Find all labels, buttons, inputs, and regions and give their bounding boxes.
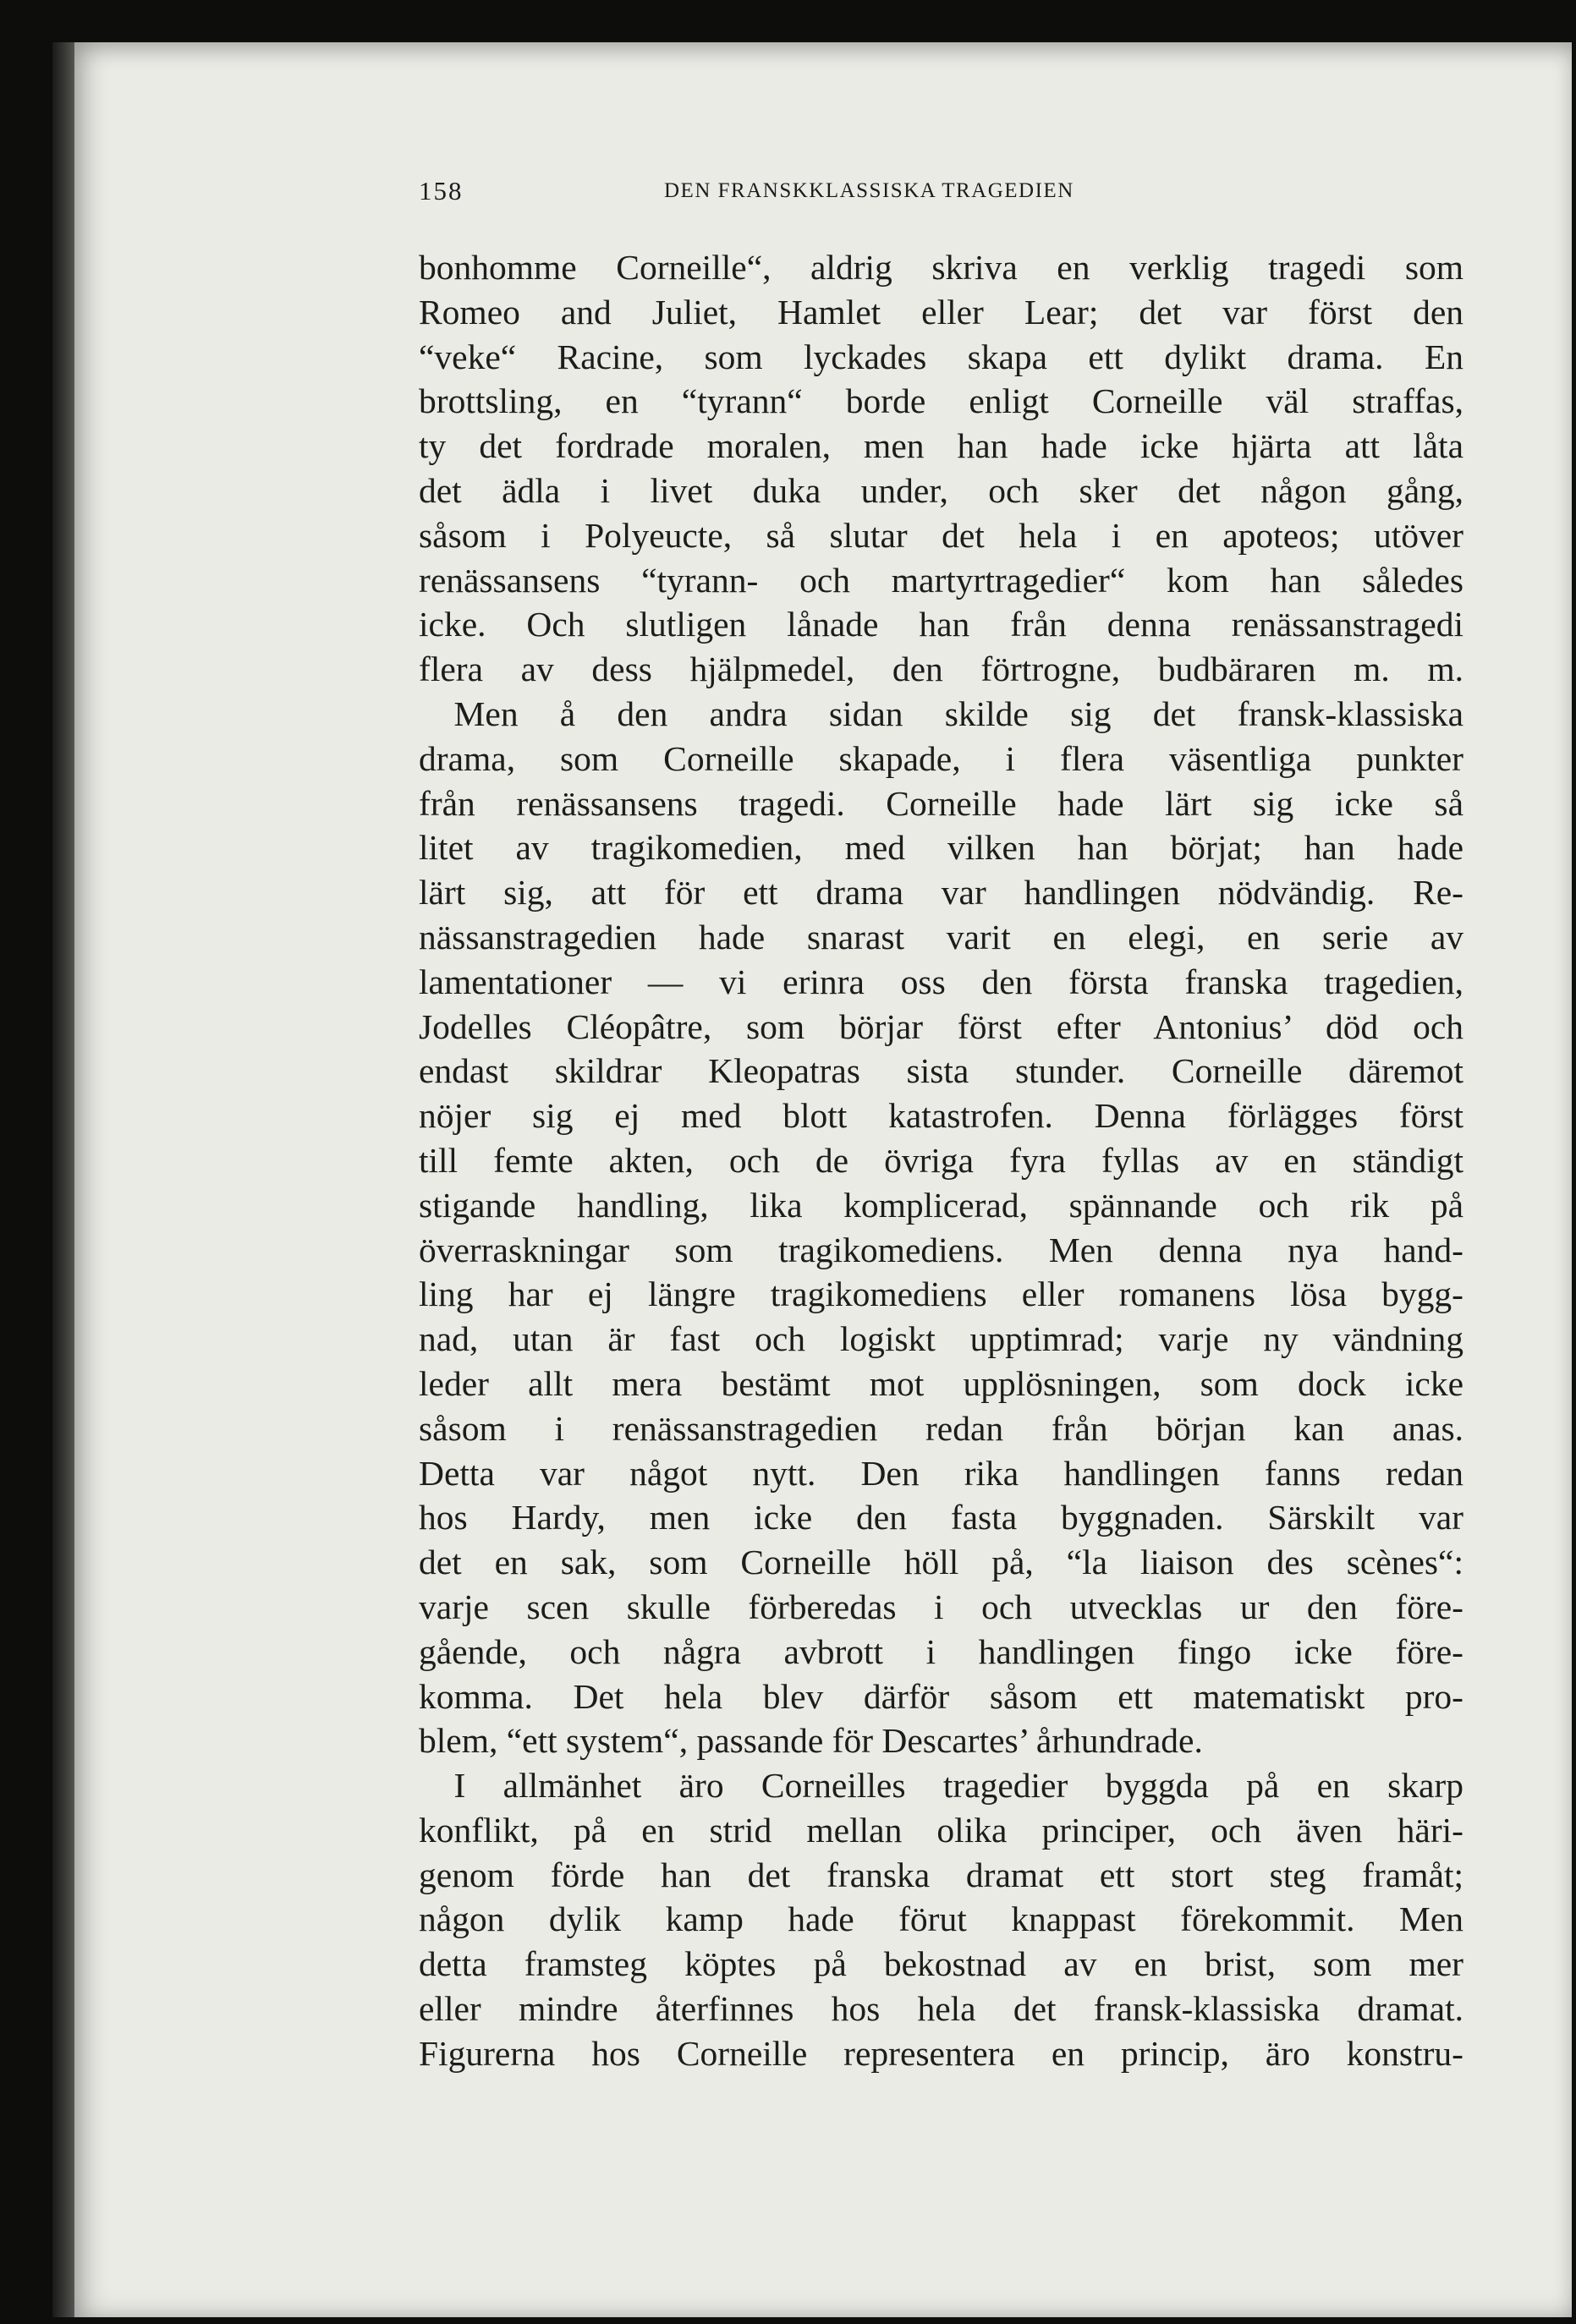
text-line: drama, som Corneille skapade, i flera väsentliga punkter [419,738,1463,778]
text-line: nässanstragedien hade snarast varit en elegi, en serie av [419,917,1463,956]
text-line: varje scen skulle förberedas i och utvecklas ur den före- [419,1587,1463,1626]
text-line: ling har ej längre tragikomediens eller romanens lösa bygg- [419,1274,1463,1314]
text-line: det ädla i livet duka under, och sker det någon gång, [419,470,1463,510]
text-line: det en sak, som Corneille höll på, “la liaison des scènes“: [419,1543,1463,1582]
text-line: endast skildrar Kleopatras sista stunder. Corneille däremot [419,1051,1463,1091]
text-line: “veke“ Racine, som lyckades skapa ett dylikt drama. En [419,337,1463,376]
text-line: brottsling, en “tyrann“ borde enligt Corneille väl straffas, [419,381,1463,421]
text-line: flera av dess hjälpmedel, den förtrogne, budbäraren m. m. [419,650,1463,689]
text-line: litet av tragikomedien, med vilken han börjat; han hade [419,828,1463,868]
text-line: renässansens “tyrann- och martyrtragedier“ kom han således [419,560,1463,600]
text-line: Figurerna hos Corneille representera en princip, äro konstru- [419,2033,1463,2073]
running-title: DEN FRANSKKLASSISKA TRAGEDIEN [664,179,1074,202]
text-line: överraskningar som tragikomediens. Men denna nya hand- [419,1230,1463,1269]
text-line: Romeo and Juliet, Hamlet eller Lear; det var först den [419,292,1463,332]
text-line: stigande handling, lika komplicerad, spännande och rik på [419,1185,1463,1225]
text-line: Men å den andra sidan skilde sig det fransk-klassiska [419,693,1463,733]
text-line: konflikt, på en strid mellan olika principer, och även häri- [419,1810,1463,1850]
text-line: genom förde han det franska dramat ett stort steg framåt; [419,1855,1463,1894]
text-line: komma. Det hela blev därför såsom ett matematiskt pro- [419,1676,1463,1716]
text-line: icke. Och slutligen lånade han från denna renässanstragedi [419,605,1463,644]
text-line: detta framsteg köptes på bekostnad av en brist, som mer [419,1944,1463,1984]
text-line: från renässansens tragedi. Corneille hade lärt sig icke så [419,783,1463,823]
text-line: hos Hardy, men icke den fasta byggnaden. Särskilt var [419,1498,1463,1537]
text-line: nöjer sig ej med blott katastrofen. Denna förlägges först [419,1096,1463,1136]
text-line: bonhomme Corneille“, aldrig skriva en verklig tragedi som [419,248,1463,287]
text-line: I allmänhet äro Corneilles tragedier byggda på en skarp [419,1766,1463,1806]
text-line: såsom i Polyeucte, så slutar det hela i en apoteos; utöver [419,515,1463,555]
text-line: någon dylik kamp hade förut knappast förekommit. Men [419,1899,1463,1939]
body-text [419,245,1463,2076]
text-line: eller mindre återfinnes hos hela det fransk-klassiska dramat. [419,1989,1463,2029]
binding-edge [52,42,74,2317]
text-line: lärt sig, att för ett drama var handlingen nödvändig. Re- [419,873,1463,913]
text-line: lamentationer — vi erinra oss den första franska tragedien, [419,962,1463,1001]
page-number: 158 [419,176,464,206]
page-header [419,176,1468,210]
text-line: leder allt mera bestämt mot upplösningen, som dock icke [419,1363,1463,1403]
text-line: Detta var något nytt. Den rika handlingen fanns redan [419,1453,1463,1493]
text-line: Jodelles Cléopâtre, som börjar först efter Antonius’ död och [419,1006,1463,1046]
text-line: gående, och några avbrott i handlingen fingo icke före- [419,1631,1463,1671]
text-line: nad, utan är fast och logiskt upptimrad; varje ny vändning [419,1319,1463,1359]
text-line: såsom i renässanstragedien redan från början kan anas. [419,1408,1463,1448]
text-line: till femte akten, och de övriga fyra fyllas av en ständigt [419,1140,1463,1180]
text-line: blem, “ett system“, passande för Descartes’ århundrade. [419,1721,1203,1761]
text-line: ty det fordrade moralen, men han hade icke hjärta att låta [419,426,1463,466]
